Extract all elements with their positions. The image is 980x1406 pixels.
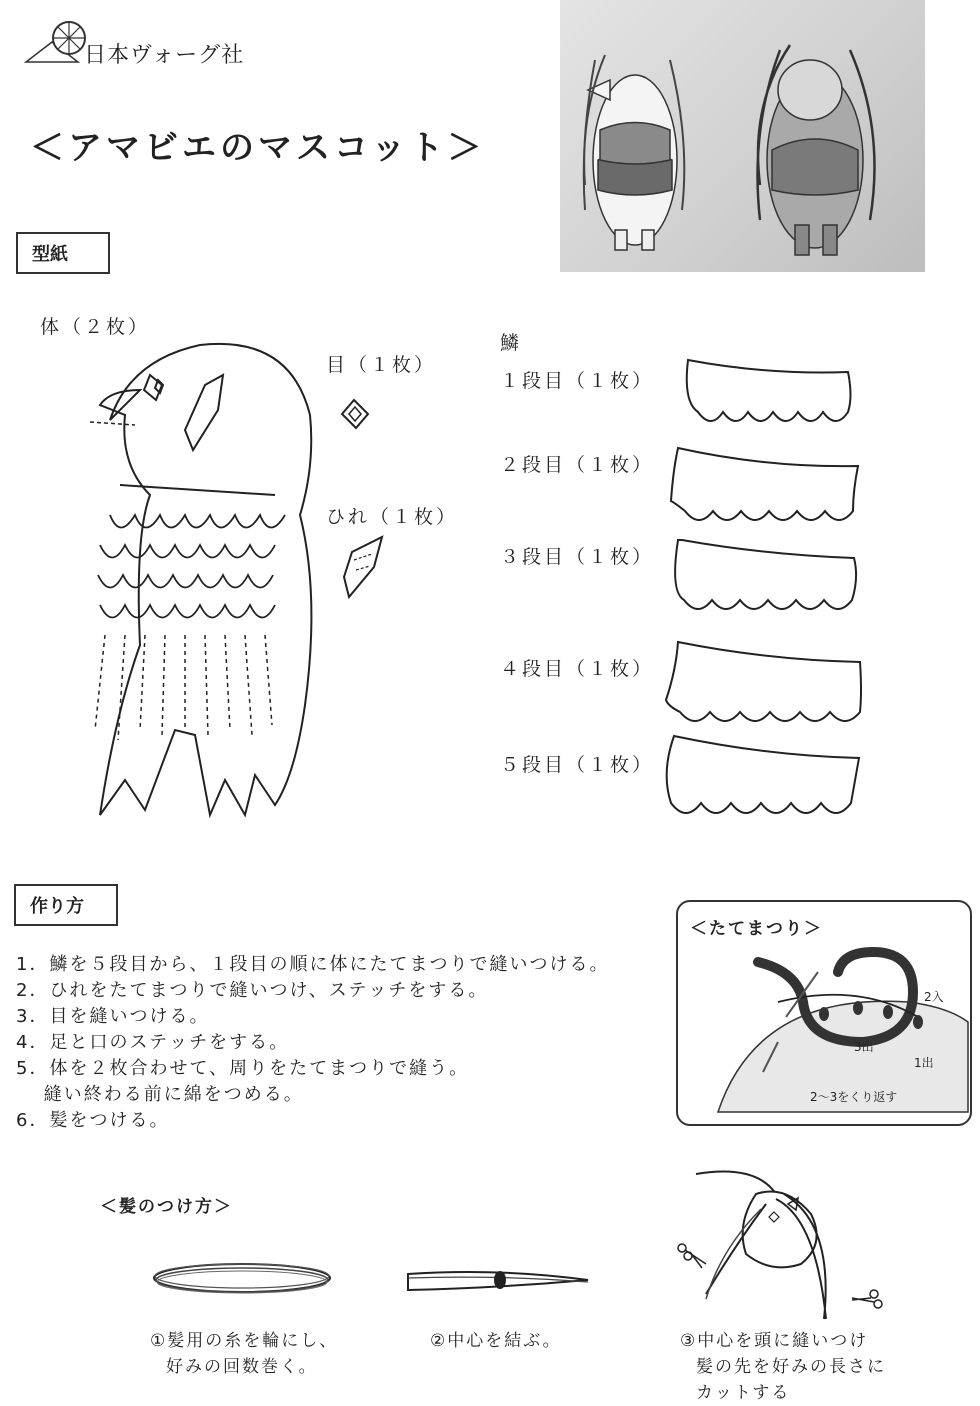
eye-pattern (338, 396, 378, 436)
hair-step-3-line-3: カットする (696, 1383, 791, 1403)
scale-row-4-label: ４段目（１枚） (500, 658, 655, 680)
fin-label: ひれ（１枚） (326, 506, 459, 528)
scale-title: 鱗 (500, 332, 523, 354)
method-step-5-cont: 縫い終わる前に綿をつめる。 (16, 1084, 304, 1105)
scale-row-5-pattern (664, 730, 869, 815)
publisher-logo (22, 14, 272, 70)
body-pattern (80, 340, 320, 810)
hair-step-3 (680, 1328, 886, 1406)
hair-step-3-line-1: ③中心を頭に縫いつけ (680, 1331, 869, 1351)
body-label: 体（２枚） (40, 316, 151, 338)
mascot-left (584, 55, 685, 250)
scale-row-2-pattern (668, 440, 863, 515)
method-steps (16, 952, 656, 1134)
mascot-photo (560, 0, 925, 272)
method-section-label: 作り方 (14, 884, 118, 926)
scissors-icon-2 (852, 1290, 882, 1308)
hair-step-1 (150, 1328, 338, 1380)
mascot-right (758, 45, 875, 255)
scale-row-2-label: ２段目（１枚） (500, 454, 655, 476)
scale-row-4-pattern (664, 636, 869, 721)
tat-out3-label: 3出 (854, 1040, 874, 1054)
hair-step-1-line-1: ①髪用の糸を輪にし、 (150, 1331, 339, 1351)
tatematsuri-box (676, 900, 972, 1126)
page-title: ＜アマビエのマスコット＞ (30, 128, 486, 168)
hair-title: ＜髪のつけ方＞ (100, 1197, 233, 1217)
tat-in2-label: 2入 (924, 990, 944, 1004)
logo-wheel-icon (22, 14, 82, 66)
method-step-2: 2．ひれをたてまつりで縫いつけ、ステッチをする。 (16, 980, 489, 1001)
tatematsuri-title: ＜たてまつり＞ (690, 919, 823, 939)
method-step-3: 3．目を縫いつける。 (16, 1006, 210, 1027)
hair-step-3-line-2: 髪の先を好みの長さに (696, 1357, 886, 1377)
scissors-icon (678, 1244, 706, 1268)
method-step-4: 4．足と口のステッチをする。 (16, 1032, 290, 1053)
scale-row-5-label: ５段目（１枚） (500, 754, 655, 776)
body-scales (98, 515, 285, 618)
tat-repeat-label: 2〜3をくり返す (810, 1090, 898, 1104)
hair-loop-illustration (150, 1256, 340, 1306)
method-step-5: 5．体を２枚合わせて、周りをたてまつりで縫う。 (16, 1058, 470, 1079)
eye-label: 目（１枚） (326, 354, 437, 376)
hair-step-1-line-2: 好みの回数巻く。 (166, 1357, 318, 1377)
scale-row-1-pattern (682, 352, 857, 414)
hair-attached-illustration (666, 1164, 886, 1324)
scale-row-1-label: １段目（１枚） (500, 370, 655, 392)
publisher-name: 日本ヴォーグ社 (84, 43, 245, 68)
fin-pattern (340, 522, 390, 592)
scale-row-3-pattern (668, 534, 863, 614)
method-step-6: 6．髪をつける。 (16, 1110, 170, 1131)
hair-step-2: ②中心を結ぶ。 (430, 1331, 562, 1351)
method-step-1: 1．鱗を５段目から、１段目の順に体にたてまつりで縫いつける。 (16, 954, 610, 975)
hair-tied-illustration (404, 1262, 594, 1302)
pattern-section-label: 型紙 (16, 232, 110, 274)
tat-out1-label: 1出 (914, 1056, 934, 1070)
scale-row-3-label: ３段目（１枚） (500, 546, 655, 568)
